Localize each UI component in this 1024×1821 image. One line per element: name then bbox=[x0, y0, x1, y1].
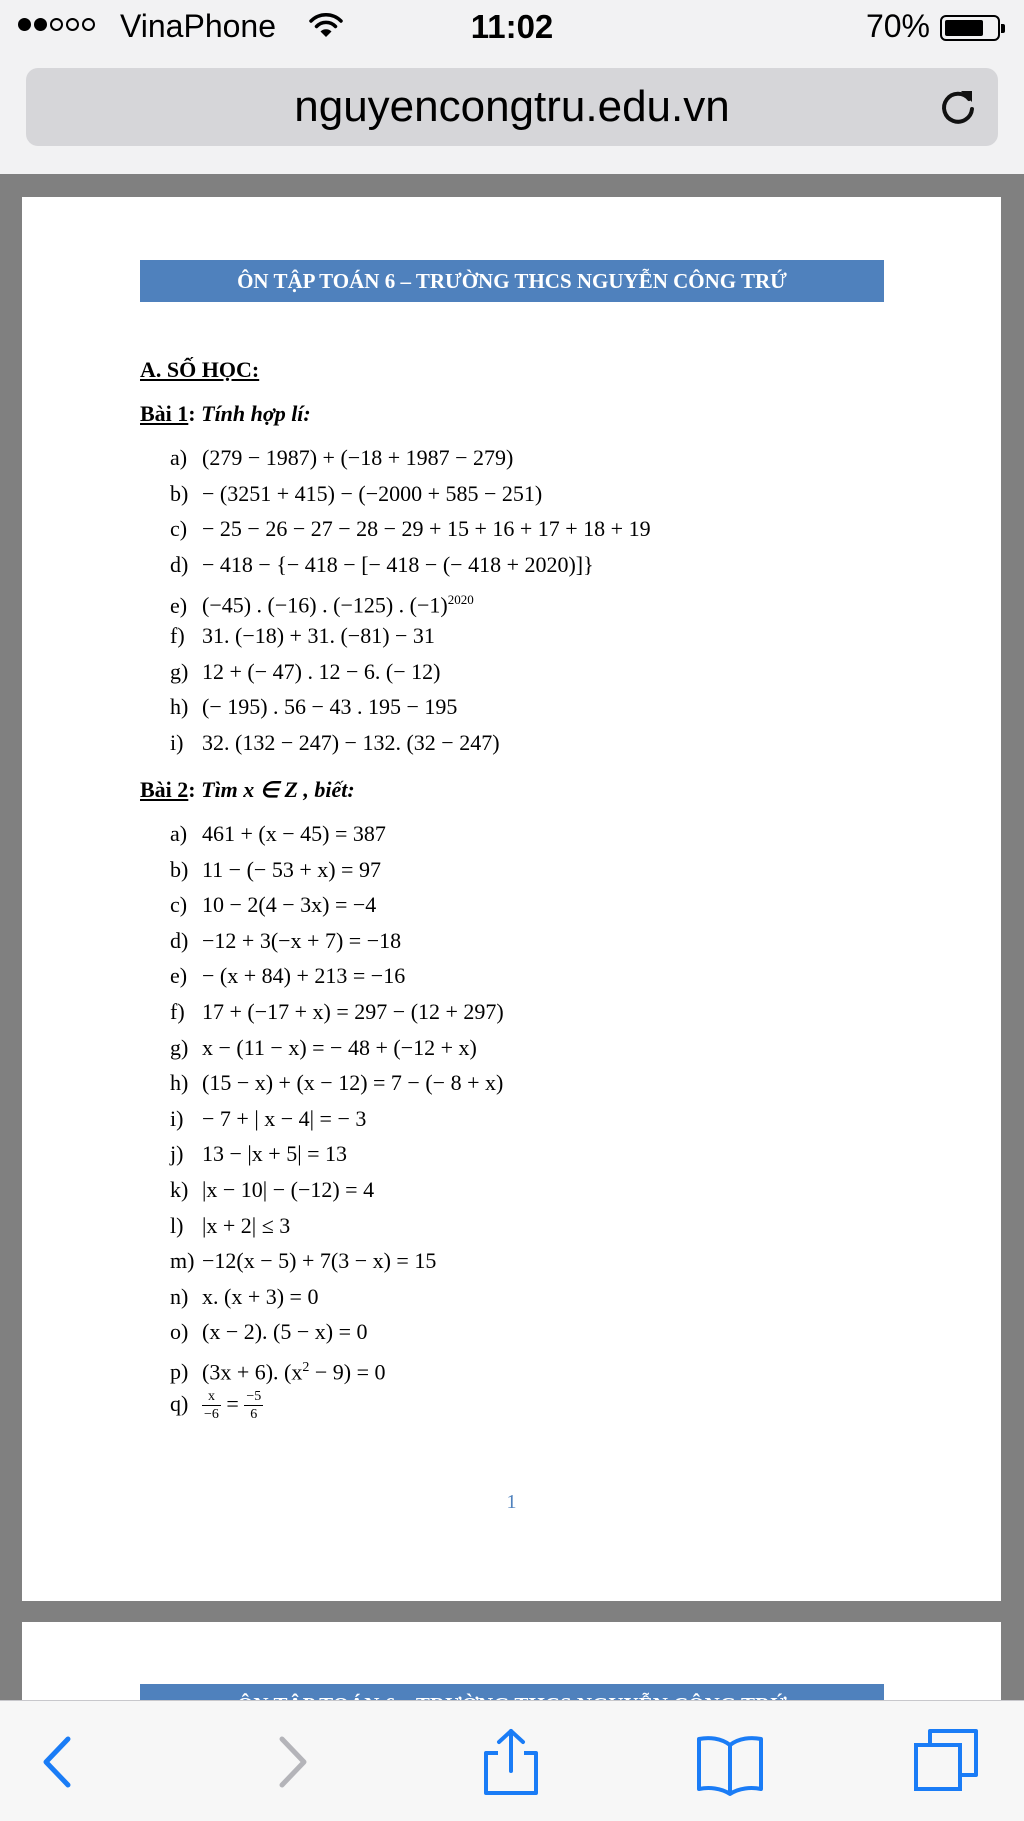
exercise-2-list bbox=[170, 816, 504, 1421]
list-item: d) − 418 − {− 418 − [− 418 − (− 418 + 2020)]} bbox=[170, 551, 594, 577]
battery-percent: 70% bbox=[865, 8, 930, 44]
list-item: i) − 7 + | x − 4| = − 3 bbox=[170, 1105, 367, 1131]
exercise-task: Tìm x ∈ Z , biết: bbox=[201, 777, 355, 802]
exercise-1-list bbox=[170, 440, 651, 760]
list-item: h) (15 − x) + (x − 12) = 7 − (− 8 + x) bbox=[170, 1070, 504, 1096]
exercise-task: Tính hợp lí: bbox=[201, 401, 311, 426]
section-title: A. SỐ HỌC: bbox=[140, 357, 260, 382]
list-item: c) − 25 − 26 − 27 − 28 − 29 + 15 + 16 + 17 + 18 + 19 bbox=[170, 516, 651, 542]
list-item: f) 31. (−18) + 31. (−81) − 31 bbox=[170, 622, 435, 648]
url-text[interactable]: nguyencongtru.edu.vn bbox=[294, 82, 730, 131]
list-item: i) 32. (132 − 247) − 132. (32 − 247) bbox=[170, 729, 500, 755]
browser-address-area bbox=[0, 56, 1024, 174]
back-icon[interactable] bbox=[24, 1727, 94, 1797]
carrier-name: VinaPhone bbox=[120, 8, 276, 44]
list-item: j) 13 − |x + 5| = 13 bbox=[170, 1141, 348, 1167]
list-item: e) (−45) . (−16) . (−125) . $(-1)^{2020}$ bbox=[170, 592, 474, 618]
list-item: c) 10 − 2(4 − 3x) = −4 bbox=[170, 892, 377, 918]
document-page bbox=[22, 197, 1001, 1601]
list-item: e) − (x + 84) + 213 = −16 bbox=[170, 963, 406, 989]
list-item: g) x − (11 − x) = − 48 + (−12 + x) bbox=[170, 1034, 477, 1060]
list-item: m) −12(x − 5) + 7(3 − x) = 15 bbox=[170, 1248, 437, 1274]
list-item: d) −12 + 3(−x + 7) = −18 bbox=[170, 927, 402, 953]
list-item: l) |x + 2| ≤ 3 bbox=[170, 1212, 291, 1238]
exercise-1-title: Bài 1: Tính hợp lí: bbox=[140, 401, 311, 426]
list-item: a) (279 − 1987) + (−18 + 1987 − 279) bbox=[170, 445, 514, 470]
list-item: b) − (3251 + 415) − (−2000 + 585 − 251) bbox=[170, 480, 543, 506]
battery-icon bbox=[940, 15, 1000, 41]
share-icon[interactable] bbox=[476, 1727, 546, 1797]
exercise-label: Bài 1 bbox=[140, 401, 189, 426]
list-item: p) (3x + 6). $(x^2 - 9) = 0$ bbox=[170, 1359, 386, 1385]
bookmarks-icon[interactable] bbox=[695, 1727, 765, 1797]
clock: 11:02 bbox=[470, 8, 554, 45]
browser-toolbar bbox=[0, 1700, 1024, 1821]
reload-icon[interactable] bbox=[936, 85, 980, 129]
list-item: k) |x − 10| − (−12) = 4 bbox=[170, 1176, 375, 1202]
exercise-2-title: Bài 2: Tìm x ∈ Z , biết: bbox=[140, 777, 355, 802]
forward-icon[interactable] bbox=[256, 1727, 326, 1797]
list-item: g) 12 + (− 47) . 12 − 6. (− 12) bbox=[170, 658, 441, 684]
exercise-label: Bài 2 bbox=[140, 777, 189, 802]
list-item: f) 17 + (−17 + x) = 297 − (12 + 297) bbox=[170, 998, 504, 1024]
list-item: h) (− 195) . 56 − 43 . 195 − 195 bbox=[170, 694, 458, 720]
tabs-icon[interactable] bbox=[912, 1727, 982, 1797]
fraction: $\frac{-5}{6}$ bbox=[246, 1388, 262, 1422]
list-item: n) x. (x + 3) = 0 bbox=[170, 1283, 319, 1309]
fraction: $\frac{x}{-6}$ bbox=[204, 1388, 219, 1422]
page-number: 1 bbox=[506, 1491, 517, 1513]
address-bar[interactable] bbox=[26, 68, 998, 146]
status-bar bbox=[0, 0, 1024, 56]
list-item: b) 11 − (− 53 + x) = 97 bbox=[170, 856, 381, 882]
list-item: q) $\frac{x}{-6}$ = $\frac{-5}{6}$ bbox=[170, 1388, 262, 1422]
document-header: ÔN TẬP TOÁN 6 – TRƯỜNG THCS NGUYỄN CÔNG TRỨ bbox=[140, 260, 884, 302]
list-item: o) (x − 2). (5 − x) = 0 bbox=[170, 1319, 368, 1345]
list-item: a) 461 + (x − 45) = 387 bbox=[170, 821, 386, 846]
